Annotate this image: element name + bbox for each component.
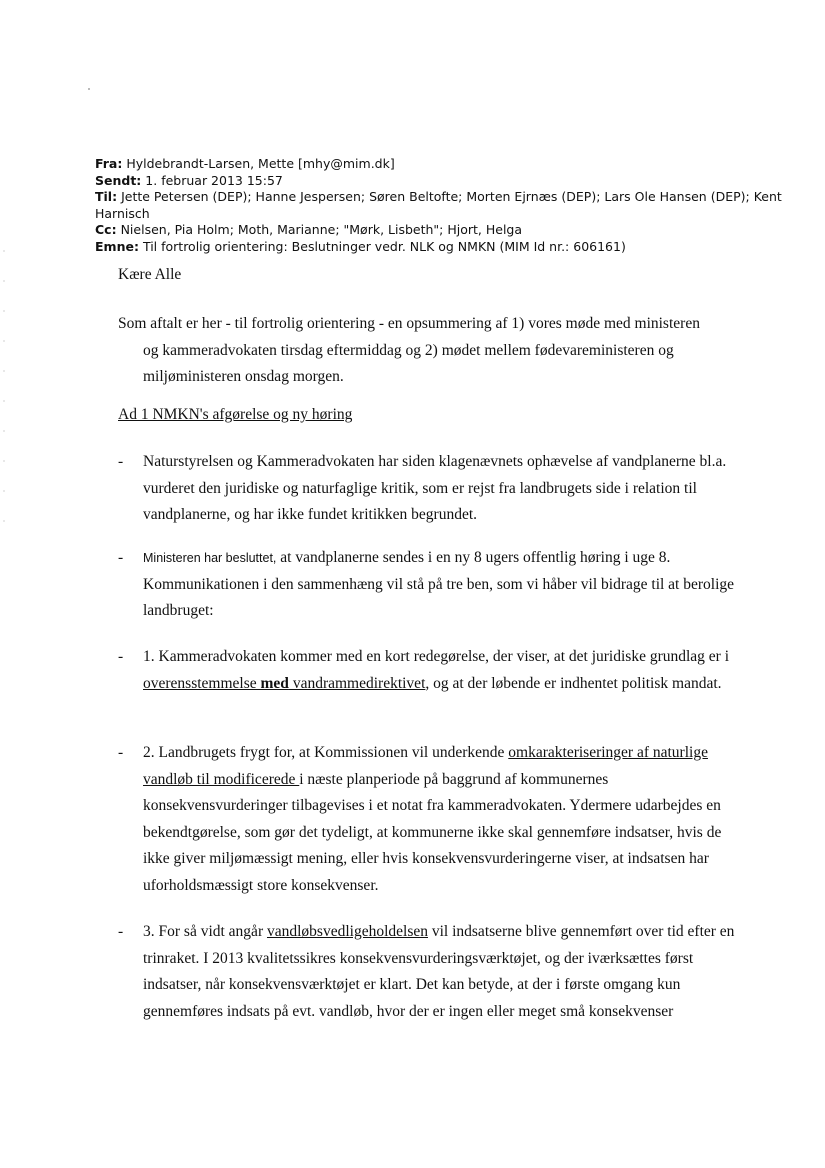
bullet-dash: -	[118, 453, 124, 470]
underlined-text: omkarakteriseringer af naturlige vandløb til modificerede	[143, 744, 708, 788]
bullet-text-part: 3. For så vidt angår	[143, 923, 267, 940]
bullet-text: Naturstyrelsen og Kammeradvokaten har siden klagenævnets ophævelse af vandplanerne bl.a. vurderet den juridiske og naturfaglige kritik, som er rejst fra landbrugets side i relation til vandplanerne, og har ikke fundet kritikken begrundet.	[143, 453, 727, 523]
intro-paragraph	[118, 311, 728, 391]
cc-value: Nielsen, Pia Holm; Moth, Marianne; "Mørk, Lisbeth"; Hjort, Helga	[120, 222, 523, 237]
subject-value: Til fortrolig orientering: Beslutninger vedr. NLK og NMKN (MIM Id nr.: 606161)	[142, 238, 626, 254]
cc-label: Cc:	[95, 222, 117, 237]
to-label: Til:	[95, 189, 118, 204]
bullet-text	[143, 740, 738, 899]
bullet-text-part: , og at der løbende er indhentet politisk mandat.	[425, 674, 722, 692]
bullet-text-sans: Ministeren har besluttet,	[143, 551, 277, 565]
email-header	[95, 156, 785, 255]
sent-value: 1. februar 2013 15:57	[145, 172, 283, 188]
bullet-text-part: 2. Landbrugets frygt for, at Kommissionen vil underkende	[143, 744, 509, 761]
subject-label: Emne:	[95, 238, 139, 254]
scan-speck	[88, 88, 90, 90]
bullet-dash: -	[118, 744, 124, 761]
bullet-dash: -	[118, 549, 124, 566]
bullet-text	[143, 644, 738, 697]
intro-first-line: Som aftalt er her - til fortrolig orientering - en opsummering af 1) vores møde med ministeren	[118, 315, 700, 332]
bullet-text-part: 1. Kammeradvokaten kommer med en kort redegørelse, der viser, at det juridiske grundlag er i	[143, 648, 730, 665]
bullet-item-5	[118, 919, 738, 1025]
bold-underlined-part: med	[260, 674, 289, 692]
scan-margin-marks	[3, 250, 5, 550]
subject-line	[95, 239, 785, 256]
bullet-text-part: i næste planperiode på baggrund af kommunernes konsekvensvurderinger tilbagevises i et notat fra kammeradvokaten. Ydermere udarbejdes en bekendtgørelse, som gør det tydeligt, at kommunerne ikke skal gennemføre indsatser, hvis de ikke giver miljømæssigt mening, eller hvis konsekvensvurderingerne viser, at indsatsen har uforholdsmæssigt store konsekvenser.	[143, 770, 722, 894]
from-label: Fra:	[95, 156, 123, 171]
underlined-text	[143, 675, 425, 692]
bullet-item-2	[118, 545, 738, 625]
bullet-dash: -	[118, 648, 124, 665]
sent-line	[95, 173, 785, 190]
bullet-item-1	[118, 449, 738, 529]
underlined-text: vandløbsvedligeholdelsen	[266, 923, 428, 940]
bullet-item-3	[118, 644, 738, 697]
bullet-text	[143, 919, 738, 1025]
from-line	[95, 156, 785, 173]
bullet-text	[143, 545, 738, 625]
to-line	[95, 189, 785, 222]
bullet-text-rest: at vandplanerne sendes i en ny 8 ugers offentlig høring i uge 8. Kommunikationen i den sammenhæng vil stå på tre ben, som vi håber vil bidrage til at berolige landbruget:	[143, 549, 735, 619]
underlined-part: vandrammedirektivet	[288, 674, 426, 692]
bullet-item-4	[118, 740, 738, 899]
bullet-text-part: vil indsatserne blive gennemført over tid efter en trinraket. I 2013 kvalitetssikres konsekvensvurderingsværktøjet, og der iværksættes først indsatser, når konsekvensværktøjet er klart. Det kan betyde, at der i første omgang kun gennemføres indsats på evt. vandløb, hvor der er ingen eller meget små konsekvenser	[143, 923, 735, 1020]
from-value: Hyldebrandt-Larsen, Mette [mhy@mim.dk]	[126, 156, 395, 171]
to-value: Jette Petersen (DEP); Hanne Jespersen; Søren Beltofte; Morten Ejrnæs (DEP); Lars Ole Hansen (DEP); Kent Harnisch	[95, 189, 782, 221]
sent-label: Sendt:	[95, 172, 142, 188]
intro-continuation: og kammeradvokaten tirsdag eftermiddag og 2) mødet mellem fødevareministeren og miljøministeren onsdag morgen.	[143, 341, 674, 385]
section-heading: Ad 1 NMKN's afgørelse og ny høring	[118, 406, 353, 423]
bullet-dash: -	[118, 923, 124, 940]
cc-line	[95, 222, 785, 239]
greeting: Kære Alle	[118, 266, 182, 283]
underlined-part: overensstemmelse	[143, 674, 261, 692]
